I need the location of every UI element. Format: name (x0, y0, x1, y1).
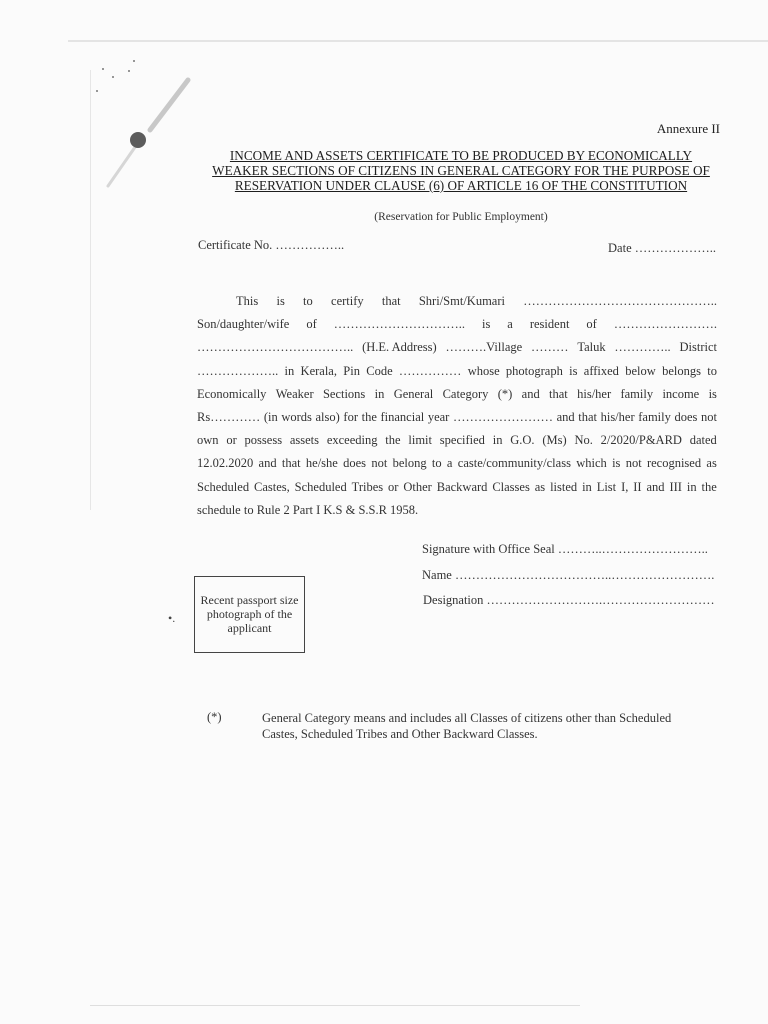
body-word: the (385, 433, 401, 448)
body-word: does (343, 456, 367, 471)
body-word: (H.E. Address) (362, 340, 437, 355)
footnote-line: General Category means and includes all Classes of citizens other than Scheduled (262, 711, 672, 725)
body-word: not (701, 409, 717, 424)
body-word: dated (689, 433, 717, 448)
body-word: belongs (662, 363, 701, 378)
body-word: is (481, 317, 491, 332)
body-word: ……… (531, 340, 569, 355)
body-word: Taluk (577, 340, 606, 355)
footnote (262, 711, 712, 742)
body-word: not (625, 456, 642, 471)
body-word: This (236, 294, 259, 308)
photo-side-mark: •. (168, 611, 176, 625)
body-word: listed (550, 479, 578, 494)
certificate-date: Date ……………….. (608, 241, 716, 255)
body-word: to (431, 456, 442, 471)
body-word: to (707, 363, 717, 378)
body-word: District (679, 340, 717, 355)
body-word: in (284, 363, 295, 378)
body-word: in (686, 479, 697, 494)
certificate-body (197, 290, 717, 522)
body-word: Sections (322, 386, 366, 401)
body-word: Other (403, 479, 432, 494)
body-word: year (427, 409, 450, 424)
body-word: No. (574, 433, 593, 448)
body-word: (*) (497, 386, 513, 401)
body-word: photograph (505, 363, 563, 378)
body-word: Category (442, 386, 489, 401)
body-word: Kerala, (300, 363, 337, 378)
body-word: General (393, 386, 434, 401)
body-word: (Ms) (542, 433, 567, 448)
body-word: as (534, 479, 546, 494)
body-word: Pin (343, 363, 360, 378)
body-word: in (374, 386, 385, 401)
body-word: Scheduled (197, 479, 250, 494)
body-word: possess (244, 433, 283, 448)
body-word: II (633, 479, 642, 494)
certificate-title (196, 148, 726, 193)
photo-box-text: Recent passport size (200, 593, 299, 607)
scan-edge-bottom (90, 1005, 580, 1006)
body-word: and (556, 409, 575, 424)
body-line (197, 406, 717, 429)
body-word: that (281, 456, 301, 471)
body-line (197, 360, 717, 383)
footnote-mark: (*) (207, 710, 222, 724)
designation-line: Designation ……………………….……………………… (423, 593, 715, 607)
body-line (197, 336, 717, 359)
body-word: …………… (398, 363, 462, 378)
body-word: III (669, 479, 682, 494)
body-word: certify (331, 294, 364, 308)
body-word: ……………….. (197, 363, 279, 378)
photo-box-text: photograph of the (206, 607, 293, 621)
body-word: Tribes (351, 479, 384, 494)
body-word: affixed (583, 363, 619, 378)
body-word: a (446, 456, 453, 471)
body-word: Son/daughter/wife (197, 317, 290, 332)
body-word: income (662, 386, 700, 401)
body-word: whose (467, 363, 500, 378)
body-line (197, 429, 717, 452)
body-word: own (197, 433, 219, 448)
body-word: or (226, 433, 237, 448)
body-word: Economically (197, 386, 267, 401)
body-word: Rs………… (197, 409, 261, 424)
body-line (197, 452, 717, 475)
body-word: is (612, 456, 621, 471)
body-word: he/she (305, 456, 338, 471)
body-word: does (674, 409, 698, 424)
body-word: the (701, 479, 717, 494)
body-word: of (306, 317, 317, 332)
body-word: Scheduled (294, 479, 347, 494)
body-line (197, 383, 717, 406)
body-word: words (281, 409, 312, 424)
body-word: that (549, 386, 568, 401)
body-word: ……….Village (445, 340, 523, 355)
body-word: G.O. (510, 433, 535, 448)
body-line (197, 499, 717, 522)
name-line: Name ………………………………..……………………. (422, 568, 715, 582)
body-word: not (371, 456, 388, 471)
body-word: ………….. (614, 340, 671, 355)
body-word: financial (380, 409, 425, 424)
body-word: 2/2020/P&ARD (600, 433, 682, 448)
body-word: I, (621, 479, 629, 494)
body-word: schedule to Rule 2 Part I K.S & S.S.R 1958. (197, 502, 419, 517)
body-word: …………………… (452, 409, 553, 424)
body-word: family (638, 409, 671, 424)
body-word: Classes (492, 479, 530, 494)
body-word: ………………………….. (333, 317, 465, 332)
body-word: as (706, 456, 717, 471)
scan-streak-mark (0, 0, 200, 200)
certificate-number: Certificate No. …………….. (198, 238, 345, 252)
body-word: ……………………………….. (197, 340, 354, 355)
body-word: caste/community/class (457, 456, 571, 471)
body-word: or (388, 479, 399, 494)
body-word: and (258, 456, 277, 471)
body-word: Shri/Smt/Kumari (418, 294, 505, 308)
body-line (197, 313, 717, 336)
annexure-label: Annexure II (656, 121, 720, 136)
signature-line: Signature with Office Seal ………..…………………….. (422, 542, 708, 556)
body-word: ……………………. (613, 317, 717, 332)
body-word: Backward (436, 479, 488, 494)
title-line: INCOME AND ASSETS CERTIFICATE TO BE PRODUCED BY ECONOMICALLY (229, 148, 693, 163)
body-word: a (507, 317, 513, 332)
title-line: WEAKER SECTIONS OF CITIZENS IN GENERAL CATEGORY FOR THE PURPOSE OF (212, 163, 710, 178)
body-word: assets (289, 433, 320, 448)
body-word: (in (263, 409, 278, 424)
title-line: RESERVATION UNDER CLAUSE (6) OF ARTICLE 16 OF THE CONSTITUTION (234, 178, 688, 193)
punch-hole (130, 132, 146, 148)
photo-box-text: applicant (227, 621, 272, 635)
body-word: Weaker (275, 386, 314, 401)
body-word: also) (315, 409, 340, 424)
body-word: recognised (646, 456, 702, 471)
body-word: and (521, 386, 540, 401)
body-word: of (586, 317, 597, 332)
body-word: Code (366, 363, 393, 378)
body-line (197, 476, 717, 499)
body-word: List (596, 479, 617, 494)
body-word: for (343, 409, 358, 424)
body-line (197, 290, 717, 313)
body-word: his/her (600, 409, 635, 424)
body-word: that (381, 294, 401, 308)
body-word: and (646, 479, 665, 494)
body-word: in (492, 433, 503, 448)
body-word: his/her (577, 386, 612, 401)
body-word: the (361, 409, 377, 424)
certificate-subtitle: (Reservation for Public Employment) (374, 211, 548, 223)
body-word: exceeding (326, 433, 378, 448)
body-word: is (569, 363, 578, 378)
body-word: 12.02.2020 (197, 456, 254, 471)
body-word: resident (529, 317, 570, 332)
body-word: is (276, 294, 285, 308)
body-word: belong (392, 456, 427, 471)
body-word: to (303, 294, 313, 308)
body-word: Castes, (253, 479, 290, 494)
body-word: family (620, 386, 654, 401)
body-word: below (625, 363, 656, 378)
body-word: is (708, 386, 717, 401)
body-word: in (582, 479, 592, 494)
body-word: ……………………………………….. (523, 294, 717, 308)
body-word: which (576, 456, 607, 471)
signature-block (422, 541, 718, 616)
footnote-line: Castes, Scheduled Tribes and Other Backward Classes. (262, 726, 538, 741)
body-word: specified (439, 433, 485, 448)
body-word: limit (408, 433, 432, 448)
body-word: that (578, 409, 597, 424)
photo-box (194, 576, 305, 653)
